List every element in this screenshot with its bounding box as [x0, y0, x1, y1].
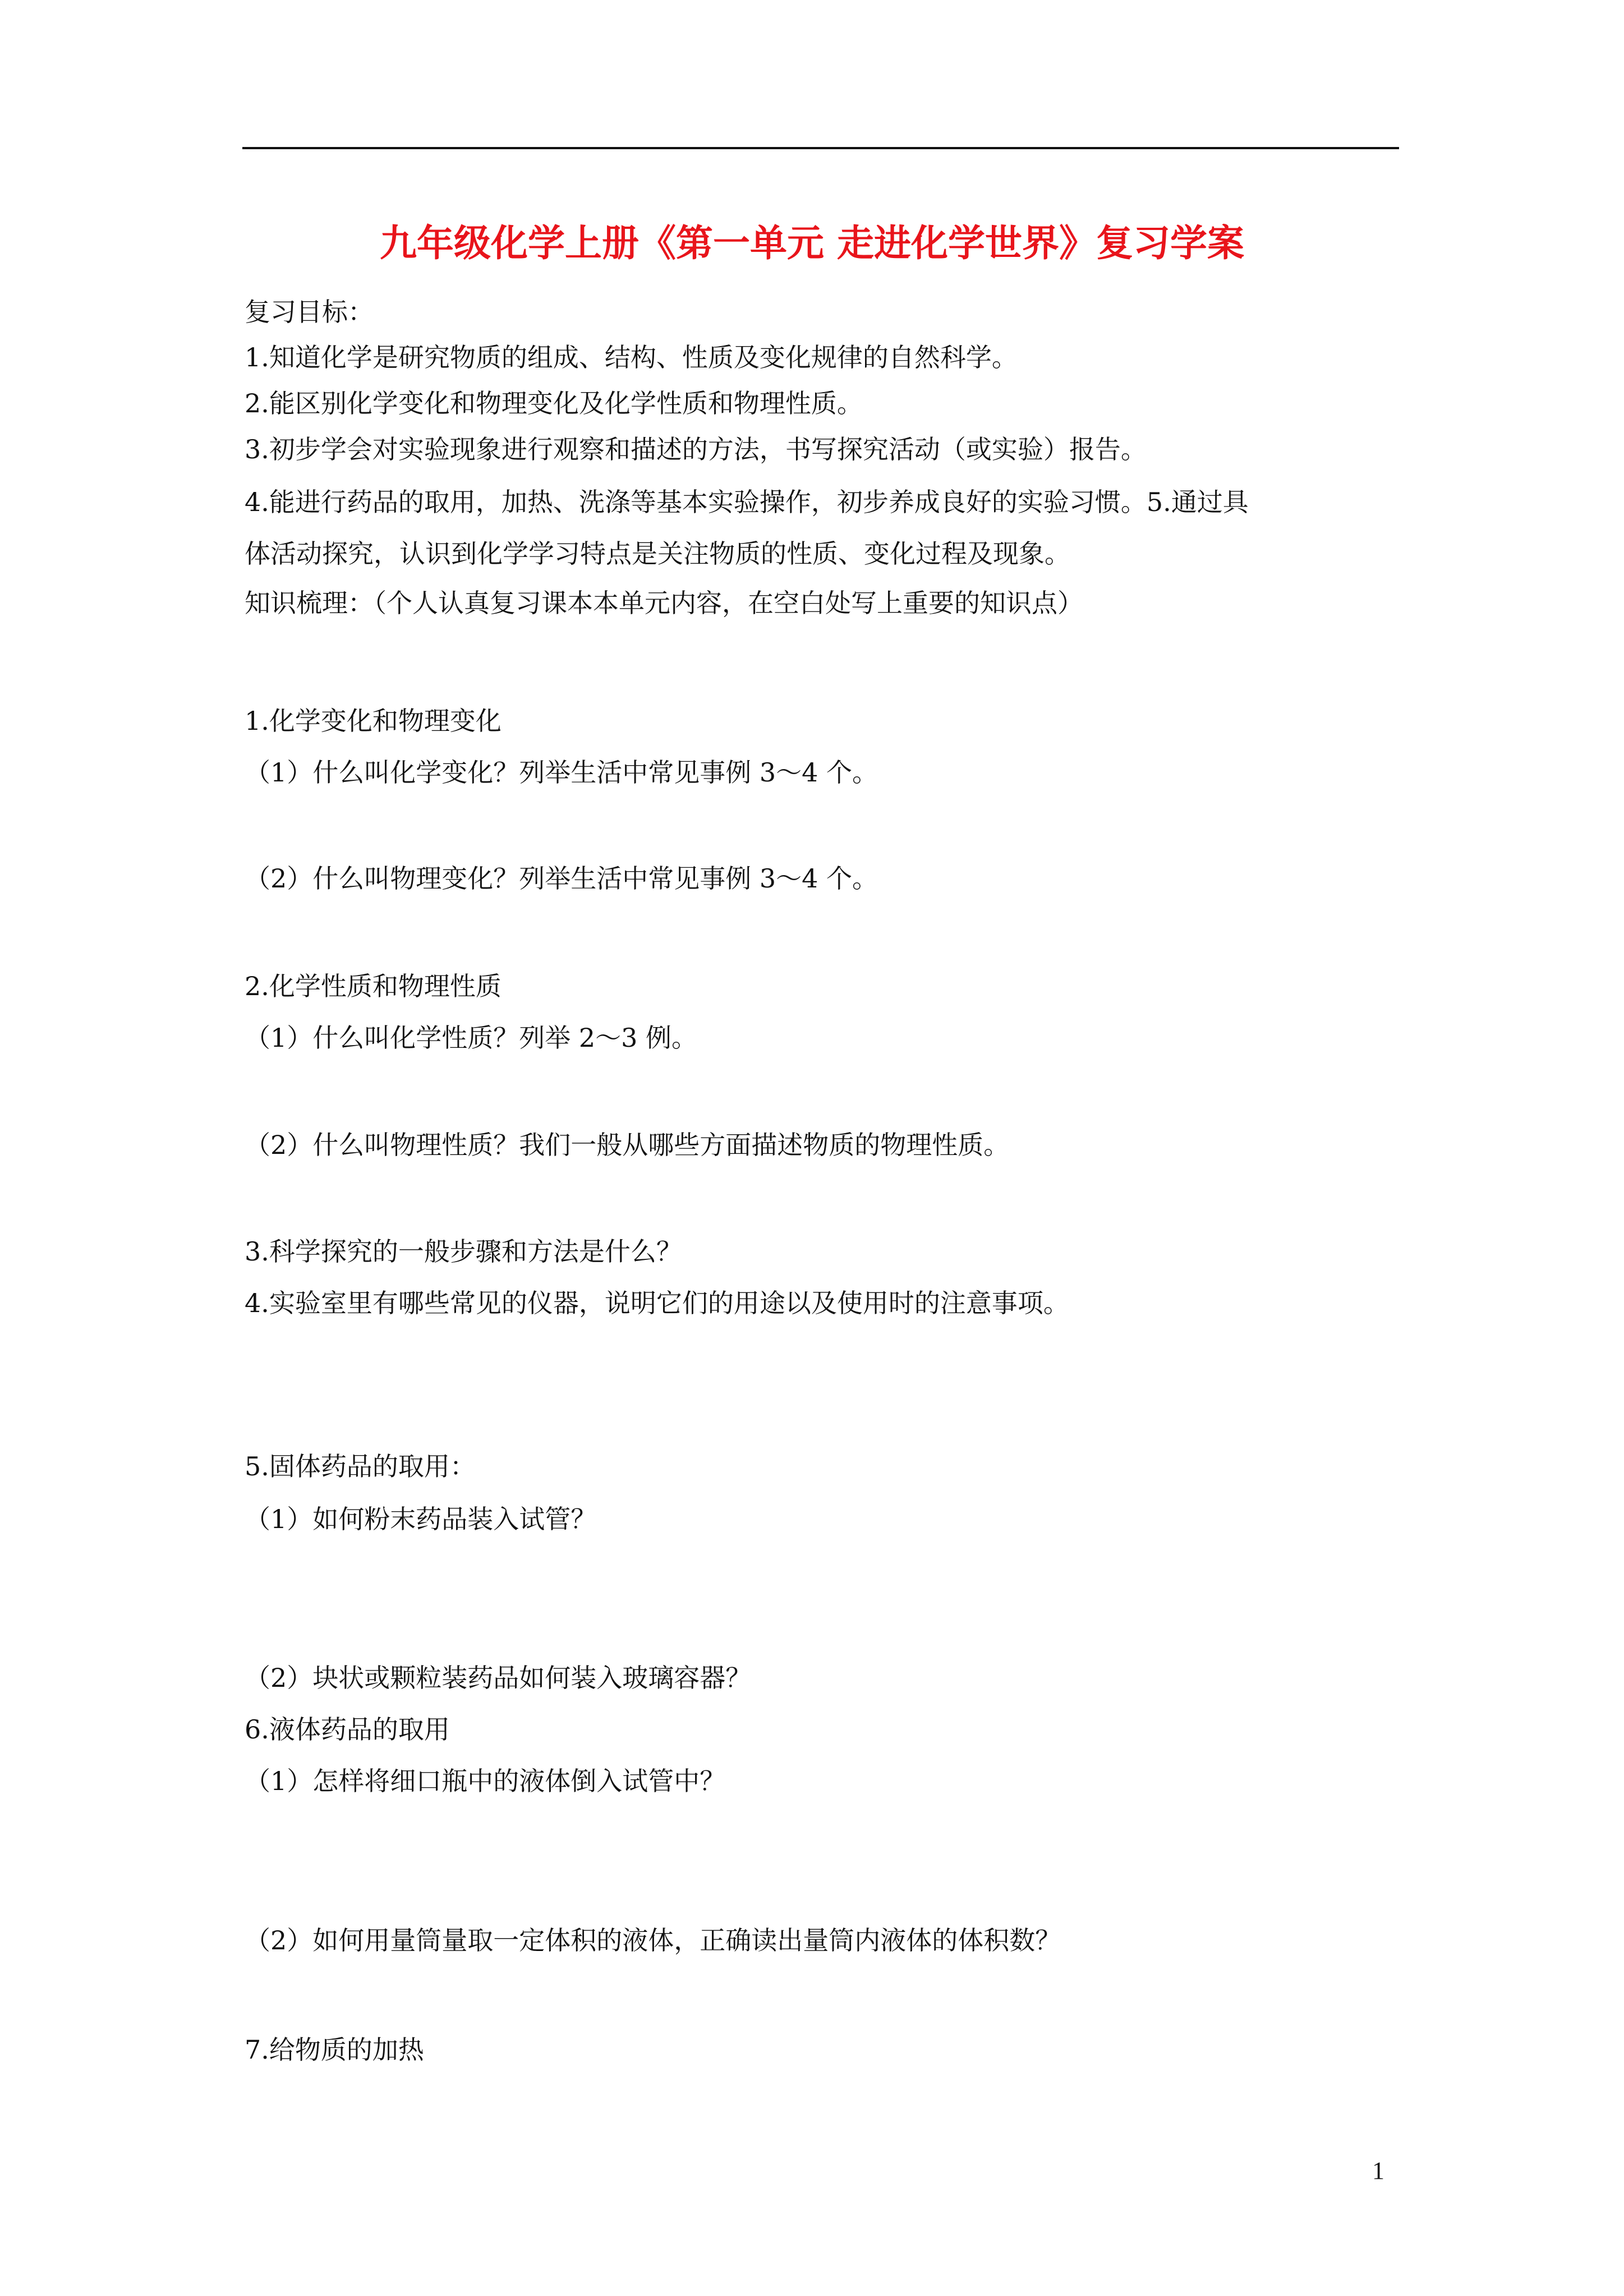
goals-heading: 复习目标：	[245, 297, 374, 327]
section-6-question-1: （1）怎样将细口瓶中的液体倒入试管中？	[245, 1766, 726, 1796]
section-2-question-1: （1）什么叫化学性质？列举 2～3 例。	[245, 1023, 698, 1053]
page-number: 1	[1372, 2157, 1384, 2184]
section-6-question-2: （2）如何用量筒量取一定体积的液体，正确读出量筒内液体的体积数？	[245, 1925, 1061, 1955]
goal-1: 1.知道化学是研究物质的组成、结构、性质及变化规律的自然科学。	[245, 342, 1018, 372]
knowledge-heading: 知识梳理：（个人认真复习课本本单元内容，在空白处写上重要的知识点）	[245, 588, 1083, 618]
section-1-heading: 1.化学变化和物理变化	[245, 706, 502, 736]
section-5-question-1: （1）如何粉末药品装入试管？	[245, 1504, 597, 1534]
section-1-question-2: （2）什么叫物理变化？列举生活中常见事例 3～4 个。	[245, 863, 878, 894]
section-7-heading: 7.给物质的加热	[245, 2035, 424, 2065]
section-1-question-1: （1）什么叫化学变化？列举生活中常见事例 3～4 个。	[245, 757, 878, 788]
section-5-heading: 5.固体药品的取用：	[245, 1451, 476, 1481]
section-4-heading: 4.实验室里有哪些常见的仪器，说明它们的用途以及使用时的注意事项。	[245, 1288, 1069, 1318]
goal-2: 2.能区别化学变化和物理变化及化学性质和物理性质。	[245, 388, 863, 418]
goal-4-line-1: 4.能进行药品的取用，加热、洗涤等基本实验操作，初步养成良好的实验习惯。5.通过具	[245, 487, 1249, 517]
section-3-heading: 3.科学探究的一般步骤和方法是什么？	[245, 1236, 682, 1267]
goal-3: 3.初步学会对实验现象进行观察和描述的方法，书写探究活动（或实验）报告。	[245, 434, 1147, 464]
goal-4-line-2: 体活动探究，认识到化学学习特点是关注物质的性质、变化过程及现象。	[245, 539, 1070, 569]
section-5-question-2: （2）块状或颗粒装药品如何装入玻璃容器？	[245, 1663, 752, 1693]
document-title: 九年级化学上册《第一单元 走进化学世界》复习学案	[380, 221, 1244, 265]
section-6-heading: 6.液体药品的取用	[245, 1714, 450, 1745]
section-2-question-2: （2）什么叫物理性质？我们一般从哪些方面描述物质的物理性质。	[245, 1130, 1010, 1160]
section-2-heading: 2.化学性质和物理性质	[245, 971, 502, 1001]
header-rule	[242, 147, 1399, 149]
